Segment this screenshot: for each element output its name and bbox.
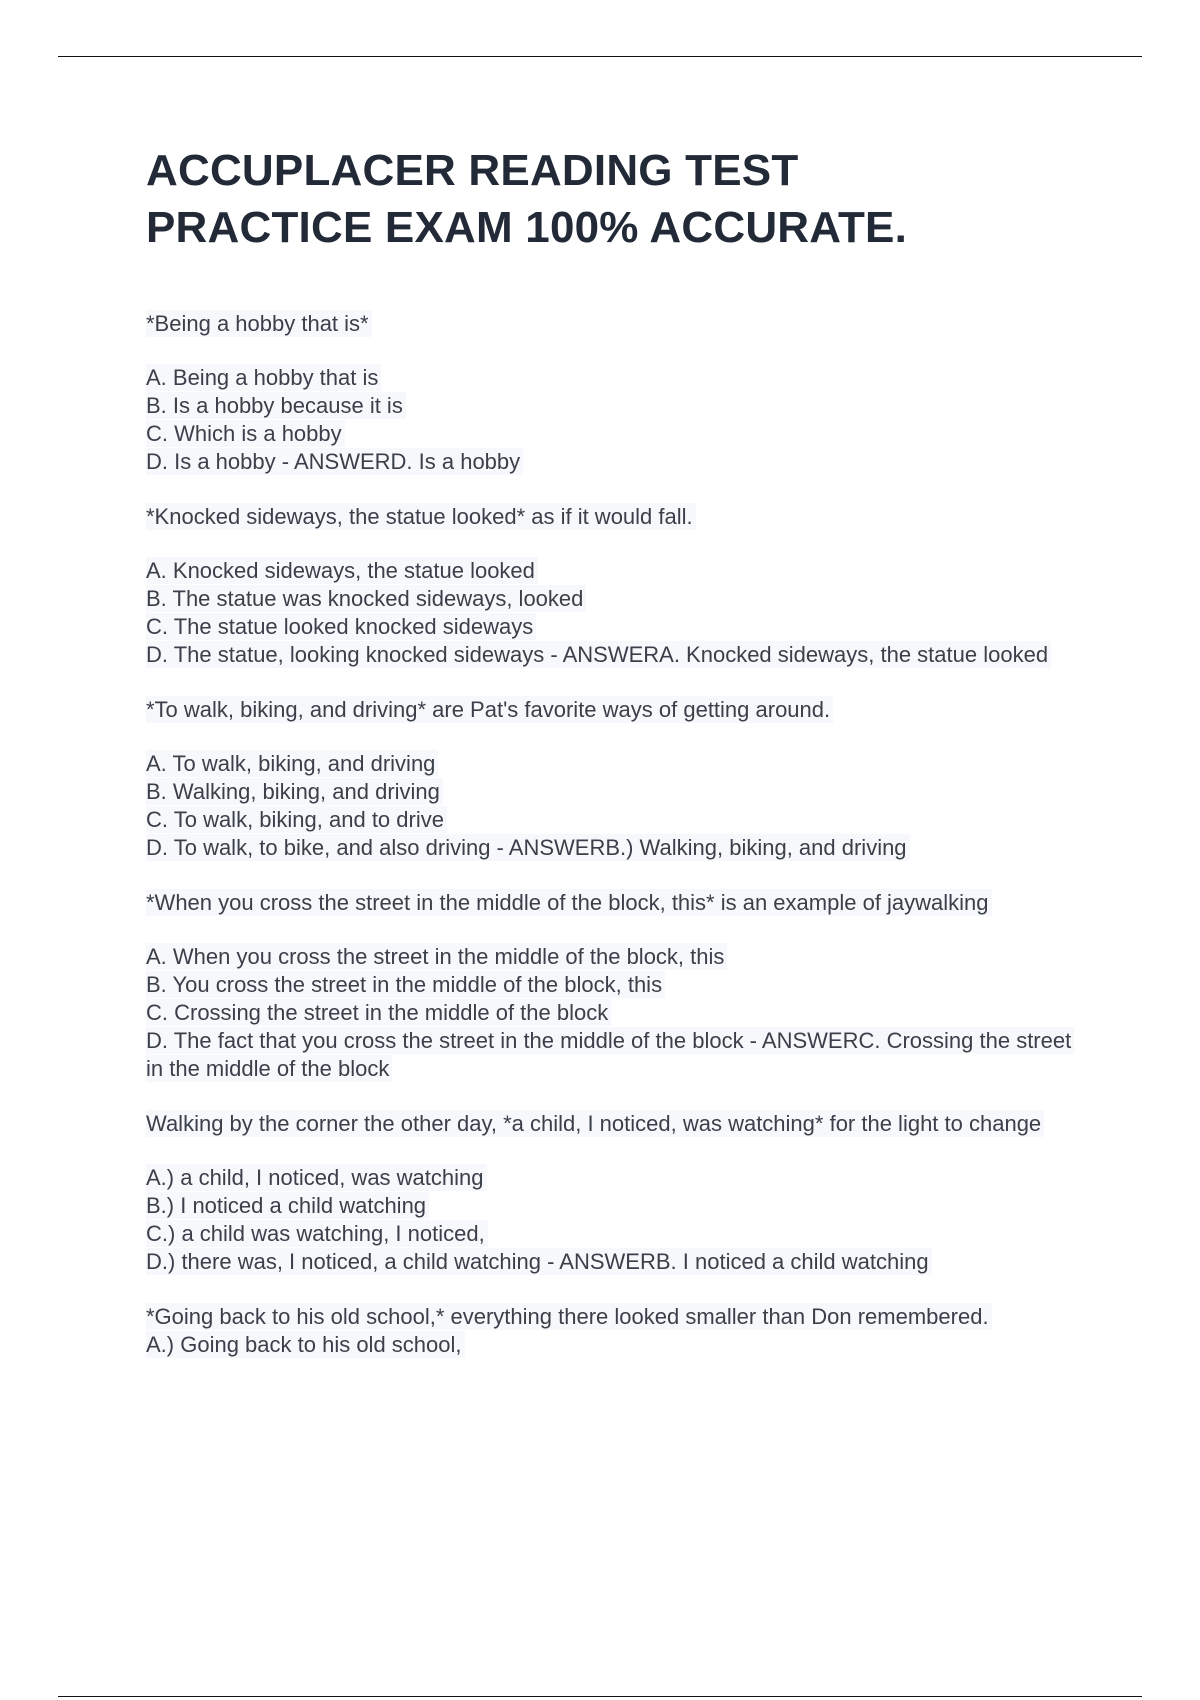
option-text: C. The statue looked knocked sideways [146,613,536,640]
option-c [146,1220,1086,1248]
option-text: B. Walking, biking, and driving [146,778,443,805]
option-text: B. You cross the street in the middle of the block, this [146,971,665,998]
option-a [146,750,1086,778]
option-text: D. The statue, looking knocked sideways - ANSWERA. Knocked sideways, the statue looked [146,641,1051,668]
option-c [146,420,1086,448]
question-list [146,310,1086,1359]
option-text: D. The fact that you cross the street in the middle of the block - ANSWERC. Crossing the street in the middle of the block [146,1027,1074,1082]
option-c [146,613,1086,641]
option-d-with-answer [146,448,1086,476]
option-b [146,778,1086,806]
question-prompt: *To walk, biking, and driving* are Pat's favorite ways of getting around. [146,696,833,723]
question-prompt: Walking by the corner the other day, *a child, I noticed, was watching* for the light to change [146,1110,1044,1137]
answer-options [146,1331,1086,1359]
answer-options [146,750,1086,862]
top-rule [58,56,1142,57]
option-text: B. The statue was knocked sideways, looked [146,585,586,612]
option-text: D. Is a hobby - ANSWERD. Is a hobby [146,448,523,475]
bottom-rule [58,1696,1142,1697]
option-d-with-answer [146,1027,1086,1083]
option-b [146,1192,1086,1220]
question-prompt: *Going back to his old school,* everything there looked smaller than Don remembered. [146,1303,992,1330]
option-a [146,1164,1086,1192]
question-prompt: *Being a hobby that is* [146,310,372,337]
option-text: A.) Going back to his old school, [146,1331,465,1358]
option-text: A. When you cross the street in the middle of the block, this [146,943,727,970]
document-title [146,142,1086,256]
answer-options [146,943,1086,1083]
option-d-with-answer [146,834,1086,862]
question-block-6 [146,1303,1086,1359]
option-b [146,585,1086,613]
option-text: C. Which is a hobby [146,420,345,447]
answer-options [146,1164,1086,1276]
question-block-1 [146,310,1086,476]
option-a [146,557,1086,585]
title-line-1: ACCUPLACER READING TEST [146,146,799,195]
question-block-3 [146,696,1086,862]
option-text: C.) a child was watching, I noticed, [146,1220,488,1247]
answer-options [146,364,1086,476]
option-text: B.) I noticed a child watching [146,1192,429,1219]
option-text: C. Crossing the street in the middle of the block [146,999,611,1026]
question-prompt: *Knocked sideways, the statue looked* as if it would fall. [146,503,696,530]
option-a [146,943,1086,971]
question-block-2 [146,503,1086,669]
title-line-2: PRACTICE EXAM 100% ACCURATE. [146,203,908,252]
question-block-4 [146,889,1086,1083]
option-text: D.) there was, I noticed, a child watching - ANSWERB. I noticed a child watching [146,1248,932,1275]
option-d-with-answer [146,1248,1086,1276]
option-text: A. To walk, biking, and driving [146,750,438,777]
option-b [146,392,1086,420]
option-text: D. To walk, to bike, and also driving - ANSWERB.) Walking, biking, and driving [146,834,910,861]
question-prompt: *When you cross the street in the middle of the block, this* is an example of jaywalking [146,889,992,916]
option-text: C. To walk, biking, and to drive [146,806,447,833]
answer-options [146,557,1086,669]
option-b [146,971,1086,999]
option-text: B. Is a hobby because it is [146,392,406,419]
option-a [146,1331,1086,1359]
option-text: A. Knocked sideways, the statue looked [146,557,538,584]
page-content [146,142,1086,1359]
option-a [146,364,1086,392]
question-block-5 [146,1110,1086,1276]
option-text: A. Being a hobby that is [146,364,381,391]
option-text: A.) a child, I noticed, was watching [146,1164,487,1191]
option-d-with-answer [146,641,1086,669]
option-c [146,999,1086,1027]
option-c [146,806,1086,834]
